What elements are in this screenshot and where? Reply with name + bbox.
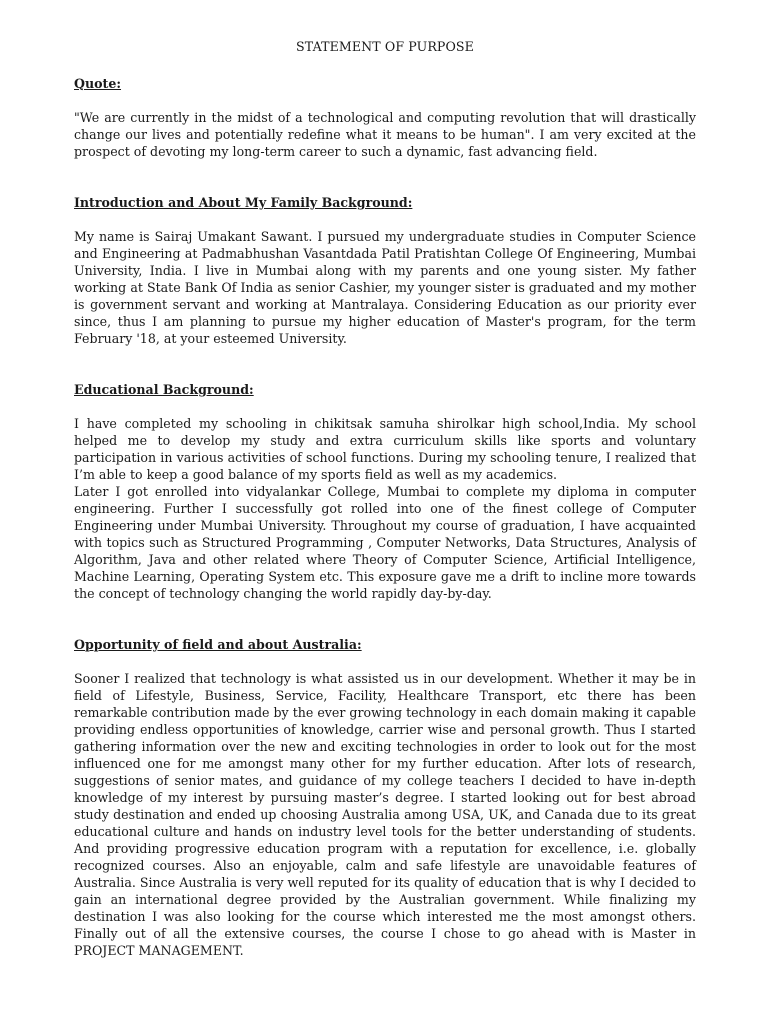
- spacer: [74, 160, 696, 194]
- document-page: [74, 38, 696, 959]
- spacer: [74, 92, 696, 109]
- quote-heading: Quote:: [74, 76, 122, 91]
- spacer: [74, 211, 696, 228]
- spacer: [74, 398, 696, 415]
- education-paragraph-2: Later I got enrolled into vidyalankar College, Mumbai to complete my diploma in computer engineering. Further I successfully got rolled into one of the finest college of Computer Engineering under Mumbai University. Throughout my course of graduation, I have acquainted with topics such as Structured Programming , Computer Networks, Data Structures, Analysis of Algorithm, Java and other related where Theory of Computer Science, Artificial Intelligence, Machine Learning, Operating System etc. This exposure gave me a drift to incline more towards the concept of technology changing the world rapidly day-by-day.: [74, 484, 696, 601]
- introduction-paragraph: My name is Sairaj Umakant Sawant. I pursued my undergraduate studies in Computer Science and Engineering at Padmabhushan Vasantdada Patil Pratishtan College Of Engineering, Mumbai University, India. I live in Mumbai along with my parents and one young sister. My father working at State Bank Of India as senior Cashier, my younger sister is graduated and my mother is government servant and working at Mantralaya. Considering Education as our priority ever since, thus I am planning to pursue my higher education of Master's program, for the term February '18, at your esteemed University.: [74, 229, 696, 346]
- document-title: STATEMENT OF PURPOSE: [296, 39, 474, 54]
- education-paragraph-1: I have completed my schooling in chikitsak samuha shirolkar high school,India. My school helped me to develop my study and extra curriculum skills like sports and voluntary participation in various activities of school functions. During my schooling tenure, I realized that I’m able to keep a good balance of my sports field as well as my academics.: [74, 416, 696, 482]
- spacer: [74, 347, 696, 381]
- spacer: [74, 602, 696, 636]
- quote-paragraph: "We are currently in the midst of a technological and computing revolution that will drastically change our lives and potentially redefine what it means to be human". I am very excited at the prospect of devoting my long-term career to such a dynamic, fast advancing field.: [74, 110, 696, 159]
- introduction-heading: Introduction and About My Family Background:: [74, 195, 413, 210]
- education-heading: Educational Background:: [74, 382, 254, 397]
- spacer: [74, 653, 696, 670]
- opportunity-heading: Opportunity of field and about Australia:: [74, 637, 362, 652]
- opportunity-paragraph: Sooner I realized that technology is what assisted us in our development. Whether it may be in field of Lifestyle, Business, Service, Facility, Healthcare Transport, etc there has been remarkable contribution made by the ever growing technology in each domain making it capable providing endless opportunities of knowledge, carrier wise and personal growth. Thus I started gathering information over the new and exciting technologies in order to look out for the most influenced one for me amongst many other for my further education. After lots of research, suggestions of senior mates, and guidance of my college teachers I decided to have in-depth knowledge of my interest by pursuing master’s degree. I started looking out for best abroad study destination and ended up choosing Australia among USA, UK, and Canada due to its great educational culture and hands on industry level tools for the better understanding of students. And providing progressive education program with a reputation for excellence, i.e. globally recognized courses. Also an enjoyable, calm and safe lifestyle are unavoidable features of Australia. Since Australia is very well reputed for its quality of education that is why I decided to gain an international degree provided by the Australian government. While finalizing my destination I was also looking for the course which interested me the most amongst others. Finally out of all the extensive courses, the course I chose to go ahead with is Master in PROJECT MANAGEMENT.: [74, 671, 696, 958]
